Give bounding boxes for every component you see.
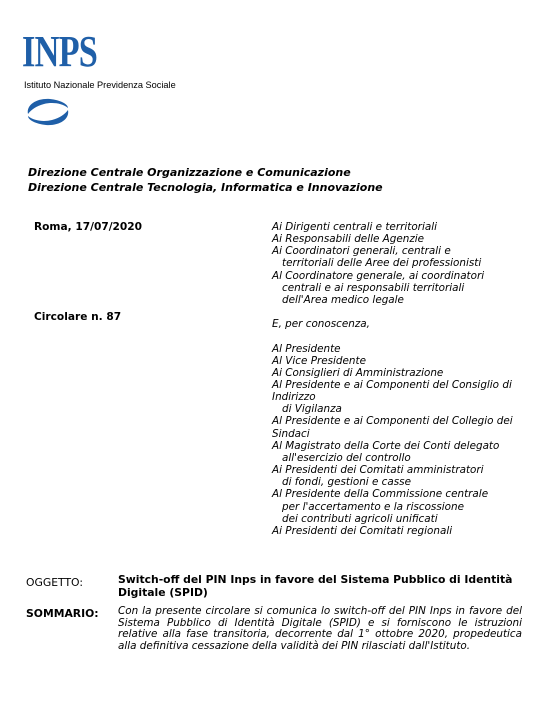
recipient-line: Al Vice Presidente — [272, 354, 366, 367]
recipient-line: per l'accertamento e la riscossione — [282, 500, 464, 513]
inps-logo — [22, 27, 182, 134]
recipient-line: Al Coordinatore generale, ai coordinatori — [272, 269, 485, 282]
recipient-line: dei contributi agricoli unificati — [282, 512, 438, 525]
recipients-block — [272, 221, 522, 537]
recipient-line: Sindaci — [272, 427, 310, 440]
place-date: Roma, 17/07/2020 — [34, 221, 143, 233]
sommario-label: SOMMARIO: — [26, 607, 99, 620]
direction-tecnologia: Direzione Centrale Tecnologia, Informatica e Innovazione — [28, 181, 383, 194]
sommario-text: Con la presente circolare si comunica lo switch-off del PIN Inps in favore del Sistema Pubblico di Identità Digitale (SPID) e si forniscono le istruzioni relative alla fase transitoria, decorrente dal 1° ottobre 2020, propedeutica alla definitiva cessazione della validità dei PIN rilasciati dall'Istituto. — [118, 605, 522, 652]
recipient-line: Ai Coordinatori generali, centrali e — [272, 245, 451, 258]
inps-swirl-icon — [22, 94, 74, 130]
recipient-line: Indirizzo — [272, 391, 316, 404]
direction-organizzazione: Direzione Centrale Organizzazione e Comunicazione — [28, 166, 351, 179]
recipient-line: Al Presidente e ai Componenti del Consiglio di — [272, 379, 512, 391]
recipient-line: di fondi, gestioni e casse — [282, 476, 411, 489]
oggetto-label: OGGETTO: — [26, 576, 83, 589]
recipient-line: Al Presidente e ai Componenti del Collegio dei — [272, 415, 513, 428]
recipient-line: di Vigilanza — [282, 403, 342, 416]
recipient-line: Ai Responsabili delle Agenzie — [272, 233, 425, 246]
recipient-line: Ai Consiglieri di Amministrazione — [272, 366, 444, 379]
logo-wordmark: INPS — [22, 27, 98, 76]
recipient-line: centrali e ai responsabili territoriali — [282, 281, 465, 294]
oggetto-text: Switch-off del PIN Inps in favore del Sistema Pubblico di Identità Digitale (SPID) — [118, 573, 513, 599]
logo-subtitle: Istituto Nazionale Previdenza Sociale — [24, 80, 176, 90]
recipient-line: Ai Dirigenti centrali e territoriali — [272, 221, 437, 233]
recipient-line: Al Magistrato della Corte dei Conti delegato — [272, 439, 500, 452]
recipient-line: Ai Presidenti dei Comitati amministratori — [272, 464, 484, 477]
recipient-line: territoriali delle Aree dei professionisti — [282, 257, 482, 270]
circolare-number: Circolare n. 87 — [34, 311, 122, 323]
recipient-line: Al Presidente della Commissione centrale — [272, 488, 489, 501]
recipient-line: Al Presidente — [272, 342, 341, 355]
recipient-line: Ai Presidenti dei Comitati regionali — [272, 524, 453, 537]
recipient-line: all'esercizio del controllo — [282, 451, 411, 464]
recipients-primary — [272, 221, 522, 306]
recipients-secondary — [272, 343, 522, 538]
cc-label: E, per conoscenza, — [272, 318, 370, 331]
recipient-line: dell'Area medico legale — [282, 293, 404, 306]
